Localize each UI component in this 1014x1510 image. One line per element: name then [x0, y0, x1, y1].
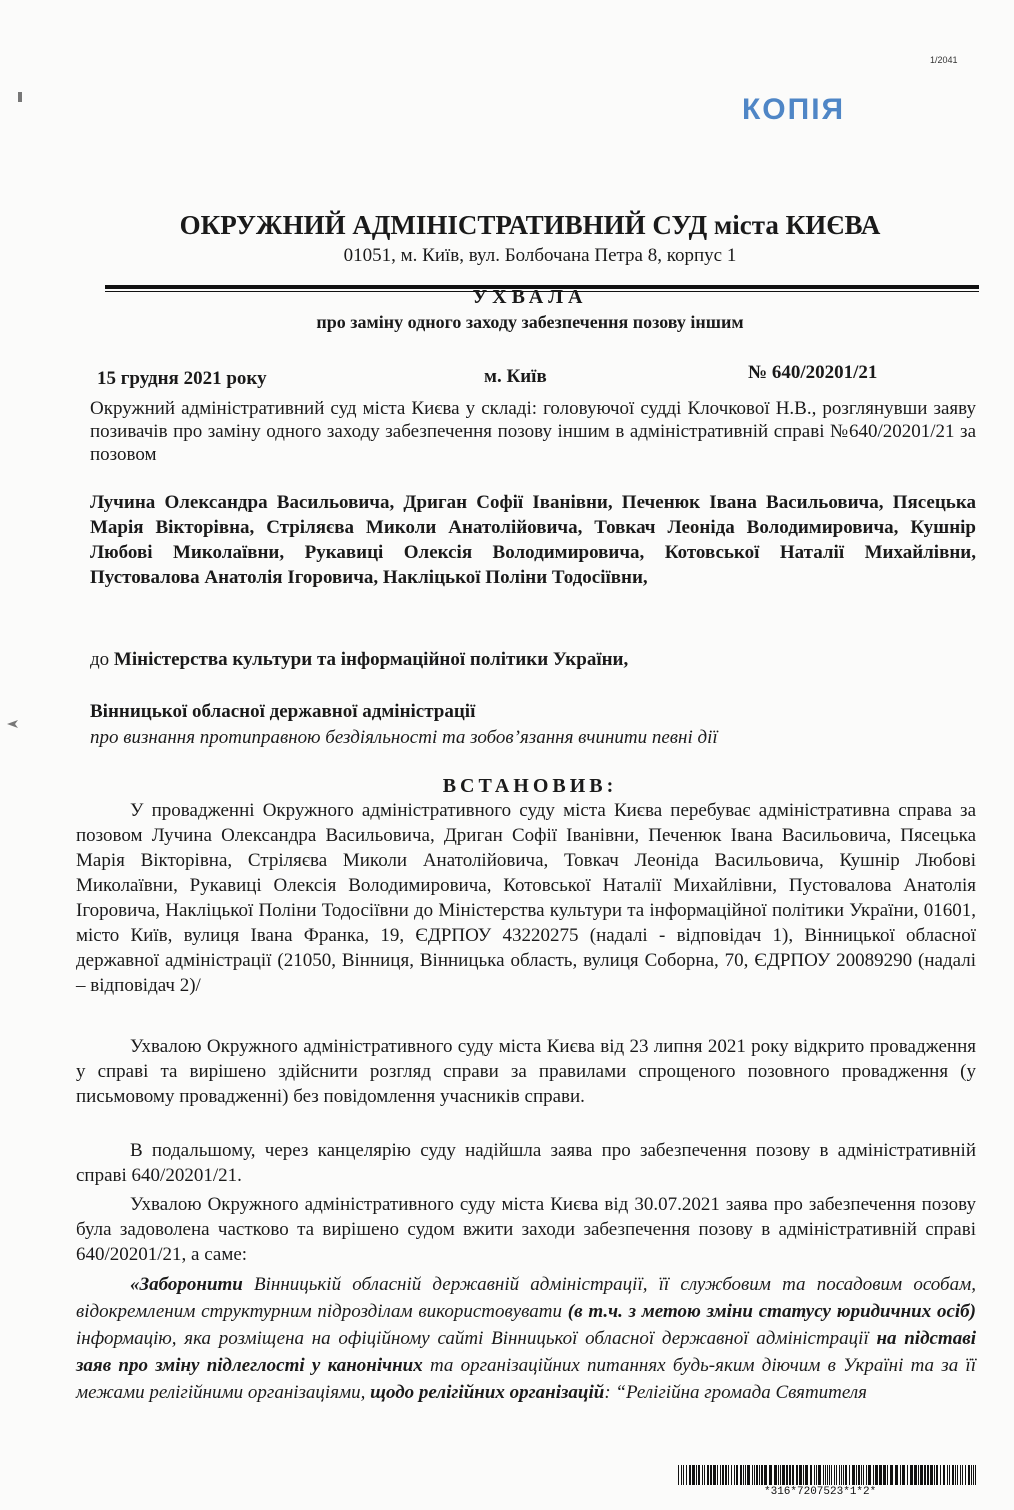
quote-part: щодо релігійних організацій — [370, 1382, 605, 1403]
barcode-icon — [678, 1465, 976, 1485]
defendant-1 — [90, 648, 976, 671]
barcode-text: *316*7207523*1*2* — [764, 1486, 877, 1498]
quote-part: (в т.ч. з метою зміни статусу юридичних осіб) — [567, 1301, 976, 1322]
court-name: ОКРУЖНИЙ АДМІНІСТРАТИВНИЙ СУД міста КИЄВА — [179, 210, 881, 240]
quote-part: на підставі заяв про зміну підлеглості у канонічних — [76, 1328, 976, 1376]
defendant-1-name: Міністерства культури та інформаційної політики України, — [113, 649, 629, 670]
quote-part: : “Релігійна громада Святителя — [604, 1382, 867, 1403]
defendant-2: Вінницької обласної державної адміністрації — [90, 701, 476, 722]
intro-paragraph: Окружний адміністративний суд міста Києва у складі: головуючої судді Клочкової Н.В., розглянувши заяву позивачів про заміну одного заходу забезпечення позову іншим в адміністративній справі №640/20201/21 за позовом — [90, 398, 976, 465]
established-heading: ВСТАНОВИВ: — [442, 775, 618, 797]
document-subtitle: про заміну одного заходу забезпечення позову іншим — [316, 312, 744, 332]
plaintiffs-list: Лучина Олександра Васильовича, Дриган Софії Іванівни, Печенюк Івана Васильовича, Пясецька Марія Вікторівна, Стріляєва Миколи Анатолійовича, Товкач Леоніда Володимировича, Кушнір Любові Миколаївни, Рукавиці Олексія Володимировича, Котовської Наталії Михайлівни, Пустовалова Анатолія Ігоровича, Накліцької Поліни Тодосіївни, — [90, 492, 976, 588]
quoted-order — [76, 1271, 976, 1406]
quote-part: Вінницькій обласній державній адміністрації, її службовим та посадовим особам, відокремленим структурним підрозділам використовувати — [76, 1274, 976, 1322]
quote-part: та організаційних питаннях будь-яким діючим в Україні та за її межами релігійними організаціями, — [76, 1355, 976, 1403]
paragraph-4: Ухвалою Окружного адміністративного суду міста Києва від 30.07.2021 заява про забезпечення позову була задоволена частково та вирішено судом вжити заходи забезпечення позову в адміністративній справі 640/20201/21, а саме: — [76, 1194, 976, 1265]
case-subject: про визнання протиправною бездіяльності та зобов’язання вчинити певні дії — [90, 727, 718, 748]
quote-part: інформацію, яка розміщена на офіційному сайті Вінницької обласної державної адміністрації — [76, 1328, 877, 1349]
document-date: 15 грудня 2021 року — [97, 368, 267, 389]
defendant-1-prefix: до — [90, 649, 114, 670]
document-city: м. Київ — [484, 366, 547, 387]
case-number: № 640/20201/21 — [748, 362, 878, 383]
paragraph-2: Ухвалою Окружного адміністративного суду міста Києва від 23 липня 2021 року відкрито провадження у справі та вирішено здійснити розгляд справи за правилами спрощеного позовного провадження (у письмовому провадженні) без повідомлення учасників справи. — [76, 1036, 976, 1107]
paragraph-3: В подальшому, через канцелярію суду надійшла заява про забезпечення позову в адміністративній справі 640/20201/21. — [76, 1140, 976, 1186]
copy-stamp: КОПІЯ — [742, 93, 846, 126]
court-address: 01051, м. Київ, вул. Болбочана Петра 8, корпус 1 — [343, 245, 737, 266]
document-title: УХВАЛА — [472, 286, 588, 308]
scan-mark-icon — [6, 718, 22, 730]
paragraph-1: У провадженні Окружного адміністративного суду міста Києва перебуває адміністративна справа за позовом Лучина Олександра Васильовича, Дриган Софії Іванівни, Печенюк Івана Васильовича, Пясецька Марія Вікторівна, Стріляєва Миколи Анатолійовича, Товкач Леоніда Васильовича, Кушнір Любові Миколаївни, Рукавиці Олексія Володимировича, Котовської Наталії Михайлівни, Пустовалова Анатолія Ігоровича, Накліцької Поліни Тодосіївни до Міністерства культури та інформаційної політики України, 01601, місто Київ, вулиця Івана Франка, 19, ЄДРПОУ 43220275 (надалі - відповідач 1), Вінницької обласної державної адміністрації (21050, Вінниця, Вінницька область, вулиця Соборна, 70, ЄДРПОУ 20089290 (надалі – відповідач 2)/ — [76, 800, 976, 996]
quote-part: «Заборонити — [130, 1274, 243, 1295]
scan-speck — [18, 92, 22, 102]
page-number: 1/2041 — [930, 55, 958, 65]
